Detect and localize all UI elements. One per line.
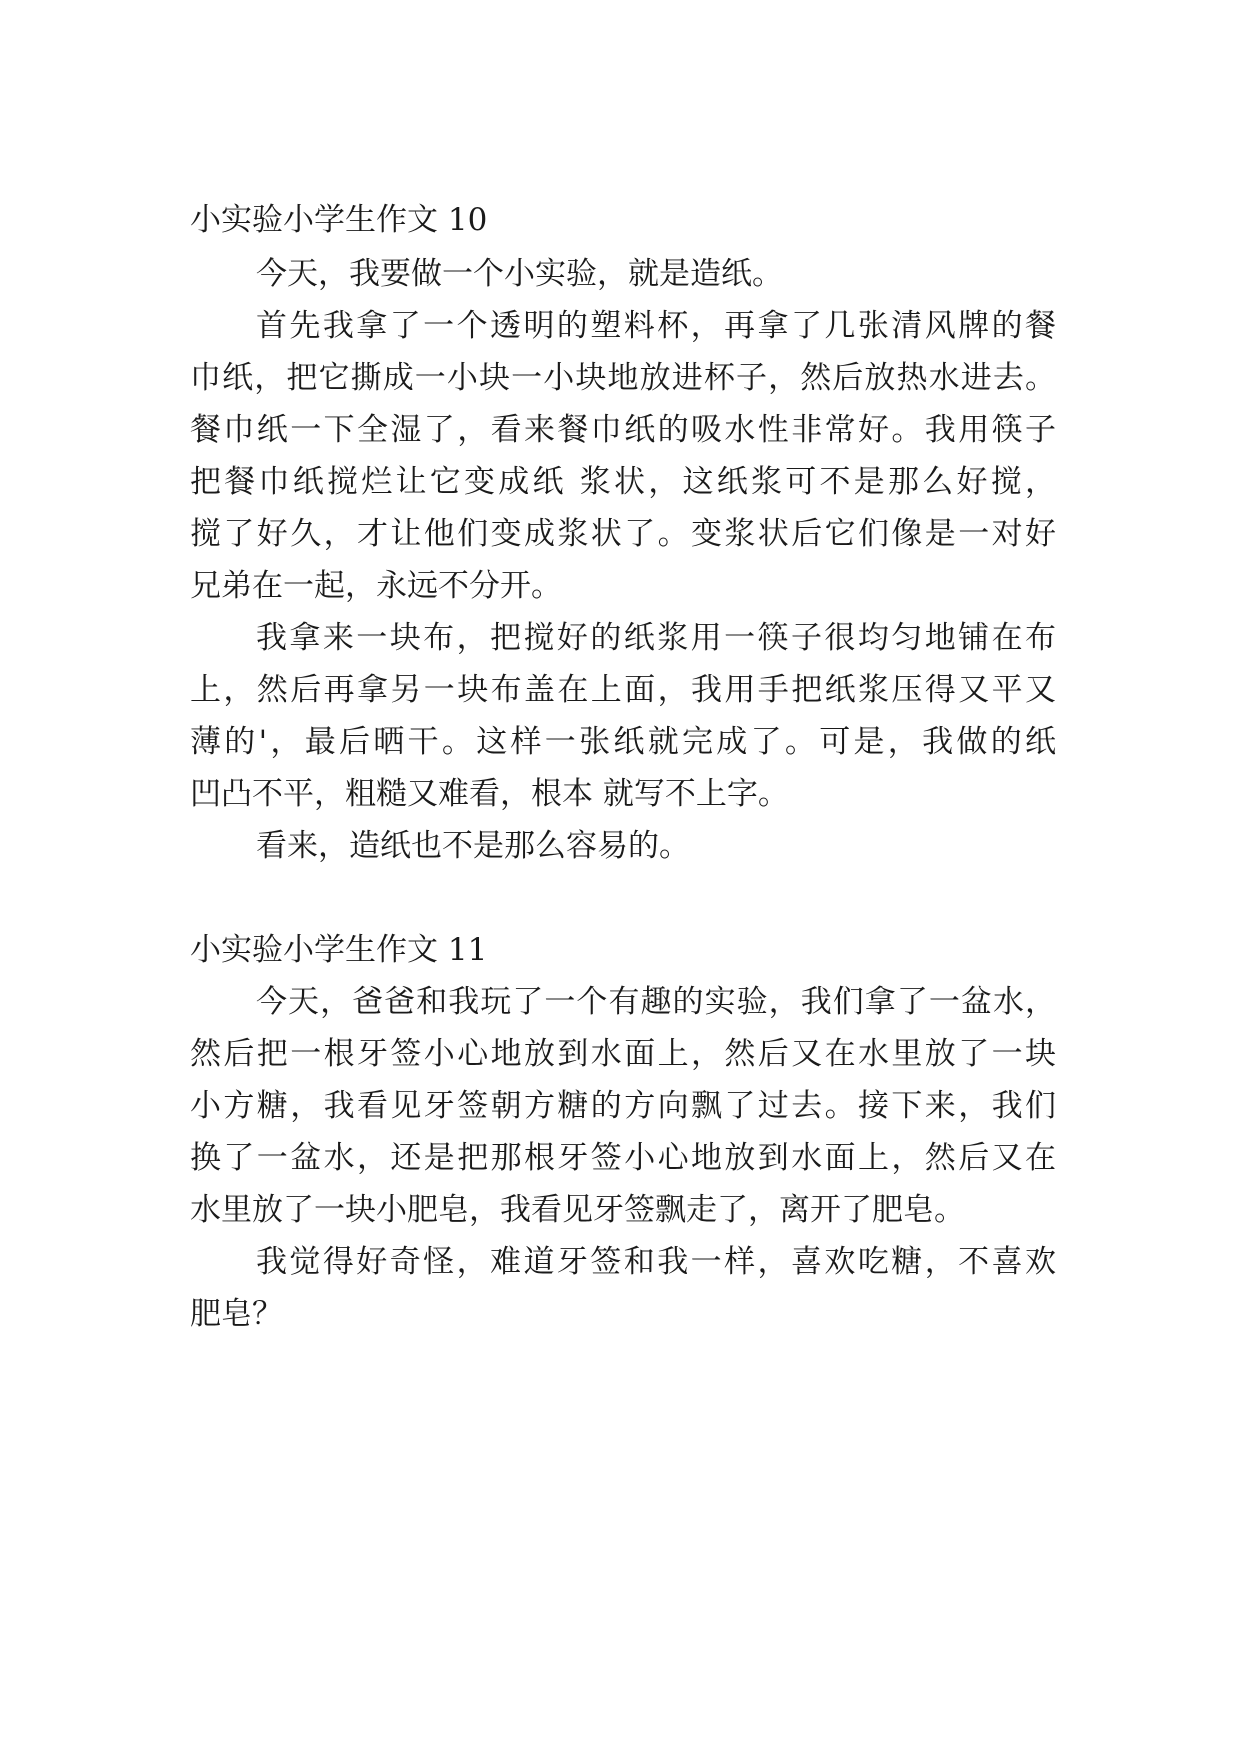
- paragraph-line: 肥皂？: [190, 1296, 283, 1332]
- essay-title: 小实验小学生作文 10: [190, 202, 488, 238]
- paragraph-line: 薄的'，最后晒干。这样一张纸就完成了。可是，我做的纸: [190, 724, 1056, 760]
- paragraph-line: 首先我拿了一个透明的塑料杯，再拿了几张清风牌的餐: [256, 308, 1056, 344]
- paragraph-line: 换了一盆水，还是把那根牙签小心地放到水面上，然后又在: [190, 1140, 1056, 1176]
- paragraph-line: 把餐巾纸搅烂让它变成纸 浆状，这纸浆可不是那么好搅，: [190, 464, 1056, 500]
- paragraph-line: 然后把一根牙签小心地放到水面上，然后又在水里放了一块: [190, 1036, 1056, 1072]
- paragraph-line: 凹凸不平，粗糙又难看，根本 就写不上字。: [190, 776, 789, 812]
- essay-title: 小实验小学生作文 11: [190, 932, 488, 968]
- paragraph-line: 我觉得好奇怪，难道牙签和我一样，喜欢吃糖，不喜欢: [256, 1244, 1056, 1280]
- paragraph-line: 看来，造纸也不是那么容易的。: [256, 828, 690, 864]
- paragraph-line: 搅了好久，才让他们变成浆状了。变浆状后它们像是一对好: [190, 516, 1056, 552]
- paragraph-line: 今天，我要做一个小实验，就是造纸。: [256, 256, 783, 292]
- paragraph-line: 兄弟在一起，永远不分开。: [190, 568, 562, 604]
- paragraph-line: 小方糖，我看见牙签朝方糖的方向飘了过去。接下来，我们: [190, 1088, 1056, 1124]
- paragraph-line: 巾纸，把它撕成一小块一小块地放进杯子，然后放热水进去。: [190, 360, 1056, 396]
- paragraph-line: 我拿来一块布，把搅好的纸浆用一筷子很均匀地铺在布: [256, 620, 1056, 656]
- paragraph-line: 今天，爸爸和我玩了一个有趣的实验，我们拿了一盆水，: [256, 984, 1056, 1020]
- paragraph-line: 上，然后再拿另一块布盖在上面，我用手把纸浆压得又平又: [190, 672, 1056, 708]
- paragraph-line: 水里放了一块小肥皂，我看见牙签飘走了，离开了肥皂。: [190, 1192, 965, 1228]
- paragraph-line: 餐巾纸一下全湿了，看来餐巾纸的吸水性非常好。我用筷子: [190, 412, 1056, 448]
